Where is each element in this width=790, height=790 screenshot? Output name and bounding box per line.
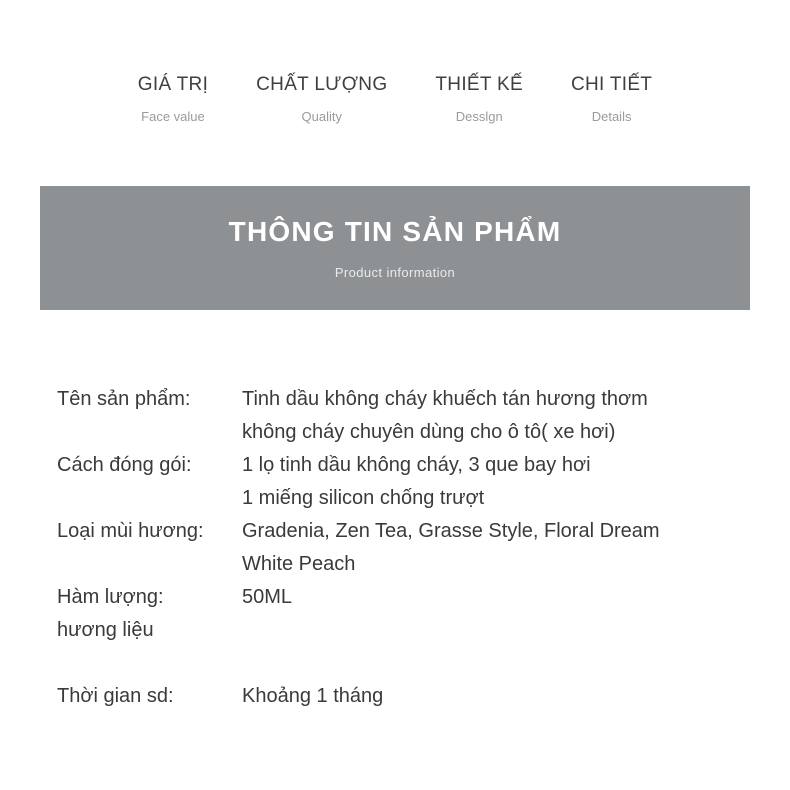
nav-item-face-value bbox=[114, 72, 232, 125]
nav-item-label-en: Desslgn bbox=[455, 109, 503, 124]
spec-value-line: White Peach bbox=[242, 553, 356, 575]
nav-item-label-vi: CHẤT LƯỢNG bbox=[256, 74, 388, 95]
spec-row bbox=[57, 581, 757, 647]
spec-label-text: Hàm lượng: bbox=[57, 586, 164, 608]
spec-value-line: Gradenia, Zen Tea, Grasse Style, Floral Dream bbox=[242, 520, 660, 542]
spec-row bbox=[57, 383, 757, 449]
spec-label-text: Loại mùi hương: bbox=[57, 520, 204, 542]
nav-item-label-vi: THIẾT KẾ bbox=[435, 74, 523, 95]
nav-item-label-vi: CHI TIẾT bbox=[570, 74, 653, 95]
nav-item-design bbox=[411, 72, 547, 125]
spec-value bbox=[242, 581, 757, 614]
spec-label-text: Cách đóng gói: bbox=[57, 454, 192, 476]
spec-row bbox=[57, 449, 757, 515]
nav-item-quality bbox=[232, 72, 411, 125]
spec-value bbox=[242, 515, 757, 581]
nav-item-label-en: Quality bbox=[301, 109, 343, 124]
banner-subtitle: Product information bbox=[334, 265, 456, 280]
spec-label-subtext: hương liệu bbox=[57, 619, 154, 641]
spec-label bbox=[57, 680, 242, 713]
spec-value-line: không cháy chuyên dùng cho ô tô( xe hơi) bbox=[242, 421, 616, 443]
spec-row bbox=[57, 680, 757, 713]
spec-value bbox=[242, 680, 757, 713]
spec-value-line: 50ML bbox=[242, 586, 293, 608]
nav-item-details bbox=[547, 72, 676, 125]
spec-label bbox=[57, 581, 242, 647]
spec-value-line: 1 miếng silicon chống trượt bbox=[242, 487, 485, 509]
spec-label bbox=[57, 515, 242, 548]
nav-item-label-en: Face value bbox=[141, 109, 205, 124]
spec-label bbox=[57, 383, 242, 416]
spec-value bbox=[242, 383, 757, 449]
category-nav bbox=[0, 72, 790, 125]
spec-row bbox=[57, 515, 757, 581]
nav-item-label-vi: GIÁ TRỊ bbox=[137, 74, 209, 95]
banner-title: THÔNG TIN SẢN PHẨM bbox=[228, 216, 562, 247]
spec-value-line: 1 lọ tinh dầu không cháy, 3 que bay hơi bbox=[242, 454, 591, 476]
section-banner bbox=[40, 186, 750, 310]
nav-item-label-en: Details bbox=[591, 109, 632, 124]
spec-value-line: Khoảng 1 tháng bbox=[242, 685, 384, 707]
spec-value bbox=[242, 449, 757, 515]
spec-label-text: Tên sản phẩm: bbox=[57, 388, 191, 410]
spec-list bbox=[57, 383, 757, 713]
spec-label bbox=[57, 449, 242, 482]
spec-label-text: Thời gian sd: bbox=[57, 685, 174, 707]
spec-value-line: Tinh dầu không cháy khuếch tán hương thơm bbox=[242, 388, 648, 410]
